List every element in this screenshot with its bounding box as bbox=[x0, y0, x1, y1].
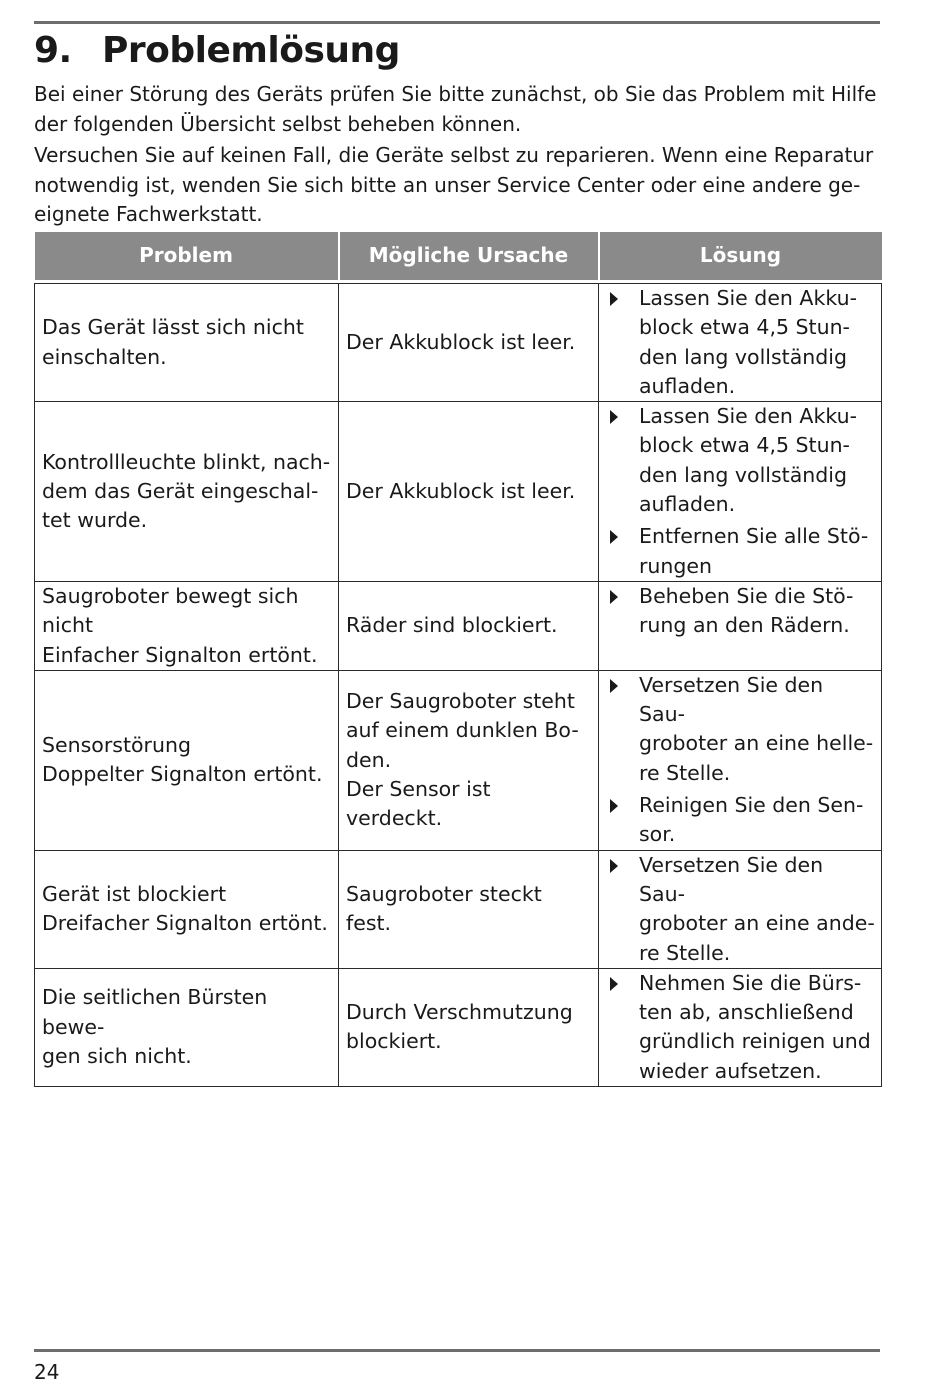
problem-text: Doppelter Signalton ertönt. bbox=[42, 762, 323, 787]
intro-line: eignete Fachwerkstatt. bbox=[34, 202, 263, 226]
top-rule bbox=[34, 21, 880, 24]
cause-cell bbox=[339, 284, 599, 402]
problem-text: tet wurde. bbox=[42, 508, 148, 533]
solution-text: den lang vollständig bbox=[639, 462, 847, 487]
problem-cell bbox=[35, 284, 339, 402]
solution-text: Versetzen Sie den Sau- bbox=[639, 672, 824, 727]
solution-text: block etwa 4,5 Stun- bbox=[639, 315, 850, 340]
column-header-problem: Problem bbox=[35, 232, 339, 280]
solution-cell bbox=[599, 402, 882, 582]
triangle-right-icon bbox=[610, 292, 618, 306]
troubleshooting-table bbox=[34, 232, 882, 1087]
solution-item bbox=[607, 582, 875, 641]
triangle-right-icon bbox=[610, 530, 618, 544]
problem-text: Saugroboter bewegt sich bbox=[42, 583, 299, 608]
section-number: 9. bbox=[34, 30, 72, 71]
solution-text: wieder aufsetzen. bbox=[639, 1058, 822, 1083]
solution-item bbox=[607, 402, 875, 519]
triangle-right-icon bbox=[610, 977, 618, 991]
solution-text: rung an den Rädern. bbox=[639, 613, 850, 638]
cause-text: Der Sensor ist verdeckt. bbox=[346, 776, 491, 831]
solution-item bbox=[607, 969, 875, 1086]
cause-cell bbox=[339, 968, 599, 1086]
solution-text: re Stelle. bbox=[639, 940, 731, 965]
solution-cell bbox=[599, 284, 882, 402]
problem-text: Die seitlichen Bürsten bewe- bbox=[42, 985, 268, 1039]
cause-text: auf einem dunklen Bo- bbox=[346, 718, 579, 743]
solution-item bbox=[607, 791, 875, 850]
table-row bbox=[35, 968, 882, 1086]
solution-text: re Stelle. bbox=[639, 760, 731, 785]
cause-text: blockiert. bbox=[346, 1029, 442, 1054]
problem-cell bbox=[35, 670, 339, 850]
solution-text: rungen bbox=[639, 553, 713, 578]
intro-line: der folgenden Übersicht selbst beheben können. bbox=[34, 111, 522, 136]
problem-text: dem das Gerät eingeschal- bbox=[42, 478, 319, 503]
section-title: Problemlösung bbox=[102, 30, 400, 71]
cause-text: den. bbox=[346, 747, 392, 772]
section-heading bbox=[34, 27, 400, 75]
problem-text: gen sich nicht. bbox=[42, 1044, 192, 1069]
problem-text: einschalten. bbox=[42, 344, 167, 369]
problem-cell bbox=[35, 850, 339, 968]
solution-text: aufladen. bbox=[639, 373, 736, 398]
bottom-rule bbox=[34, 1349, 880, 1352]
problem-text: Das Gerät lässt sich nicht bbox=[42, 315, 304, 340]
intro-line: Versuchen Sie auf keinen Fall, die Geräte selbst zu reparieren. Wenn eine Reparatur bbox=[34, 143, 874, 167]
table-row bbox=[35, 670, 882, 850]
page-number: 24 bbox=[34, 1360, 60, 1384]
table-row bbox=[35, 402, 882, 582]
triangle-right-icon bbox=[610, 859, 618, 873]
solution-text: Entfernen Sie alle Stö- bbox=[639, 524, 869, 549]
cause-cell bbox=[339, 581, 599, 670]
solution-cell bbox=[599, 670, 882, 850]
solution-text: Beheben Sie die Stö- bbox=[639, 583, 854, 608]
intro-line: notwendig ist, wenden Sie sich bitte an unser Service Center oder eine andere ge- bbox=[34, 172, 861, 197]
triangle-right-icon bbox=[610, 679, 618, 693]
solution-item bbox=[607, 671, 875, 788]
problem-text: Kontrollleuchte blinkt, nach- bbox=[42, 449, 331, 474]
triangle-right-icon bbox=[610, 410, 618, 424]
cause-text: Der Akkublock ist leer. bbox=[346, 478, 576, 503]
solution-item bbox=[607, 284, 875, 401]
solution-text: Lassen Sie den Akku- bbox=[639, 286, 857, 310]
solution-item bbox=[607, 851, 875, 968]
table-row bbox=[35, 581, 882, 670]
cause-text: Durch Verschmutzung bbox=[346, 1000, 573, 1025]
solution-cell bbox=[599, 850, 882, 968]
solution-text: sor. bbox=[639, 822, 676, 847]
solution-cell bbox=[599, 581, 882, 670]
solution-cell bbox=[599, 968, 882, 1086]
problem-text: Gerät ist blockiert bbox=[42, 881, 227, 906]
cause-text: Saugroboter steckt fest. bbox=[346, 881, 542, 936]
solution-text: groboter an eine ande- bbox=[639, 911, 875, 936]
solution-text: Lassen Sie den Akku- bbox=[639, 404, 857, 429]
problem-cell bbox=[35, 581, 339, 670]
solution-text: groboter an eine helle- bbox=[639, 731, 874, 756]
intro-line: Bei einer Störung des Geräts prüfen Sie bitte zunächst, ob Sie das Problem mit Hilfe bbox=[34, 82, 877, 106]
cause-text: Der Saugroboter steht bbox=[346, 689, 575, 713]
solution-text: aufladen. bbox=[639, 492, 736, 517]
problem-text: Sensorstörung bbox=[42, 732, 191, 757]
table-header-row bbox=[35, 232, 882, 280]
solution-text: Reinigen Sie den Sen- bbox=[639, 793, 864, 818]
problem-text: Einfacher Signalton ertönt. bbox=[42, 642, 318, 667]
triangle-right-icon bbox=[610, 799, 618, 813]
cause-cell bbox=[339, 402, 599, 582]
table-row bbox=[35, 850, 882, 968]
intro-paragraph bbox=[34, 80, 880, 139]
solution-text: Nehmen Sie die Bürs- bbox=[639, 970, 862, 995]
problem-cell bbox=[35, 402, 339, 582]
cause-cell bbox=[339, 850, 599, 968]
solution-text: block etwa 4,5 Stun- bbox=[639, 433, 850, 458]
solution-item bbox=[607, 522, 875, 581]
column-header-solution: Lösung bbox=[599, 232, 882, 280]
problem-text: Dreifacher Signalton ertönt. bbox=[42, 911, 328, 936]
solution-text: ten ab, anschließend bbox=[639, 1000, 854, 1025]
table-row bbox=[35, 284, 882, 402]
problem-text: nicht bbox=[42, 613, 93, 638]
intro-text bbox=[34, 80, 880, 232]
cause-cell bbox=[339, 670, 599, 850]
cause-text: Der Akkublock ist leer. bbox=[346, 329, 576, 354]
problem-cell bbox=[35, 968, 339, 1086]
cause-text: Räder sind blockiert. bbox=[346, 613, 558, 638]
triangle-right-icon bbox=[610, 590, 618, 604]
solution-text: den lang vollständig bbox=[639, 344, 847, 369]
solution-text: gründlich reinigen und bbox=[639, 1029, 871, 1054]
intro-paragraph bbox=[34, 141, 880, 230]
solution-text: Versetzen Sie den Sau- bbox=[639, 852, 824, 906]
column-header-cause: Mögliche Ursache bbox=[339, 232, 599, 280]
